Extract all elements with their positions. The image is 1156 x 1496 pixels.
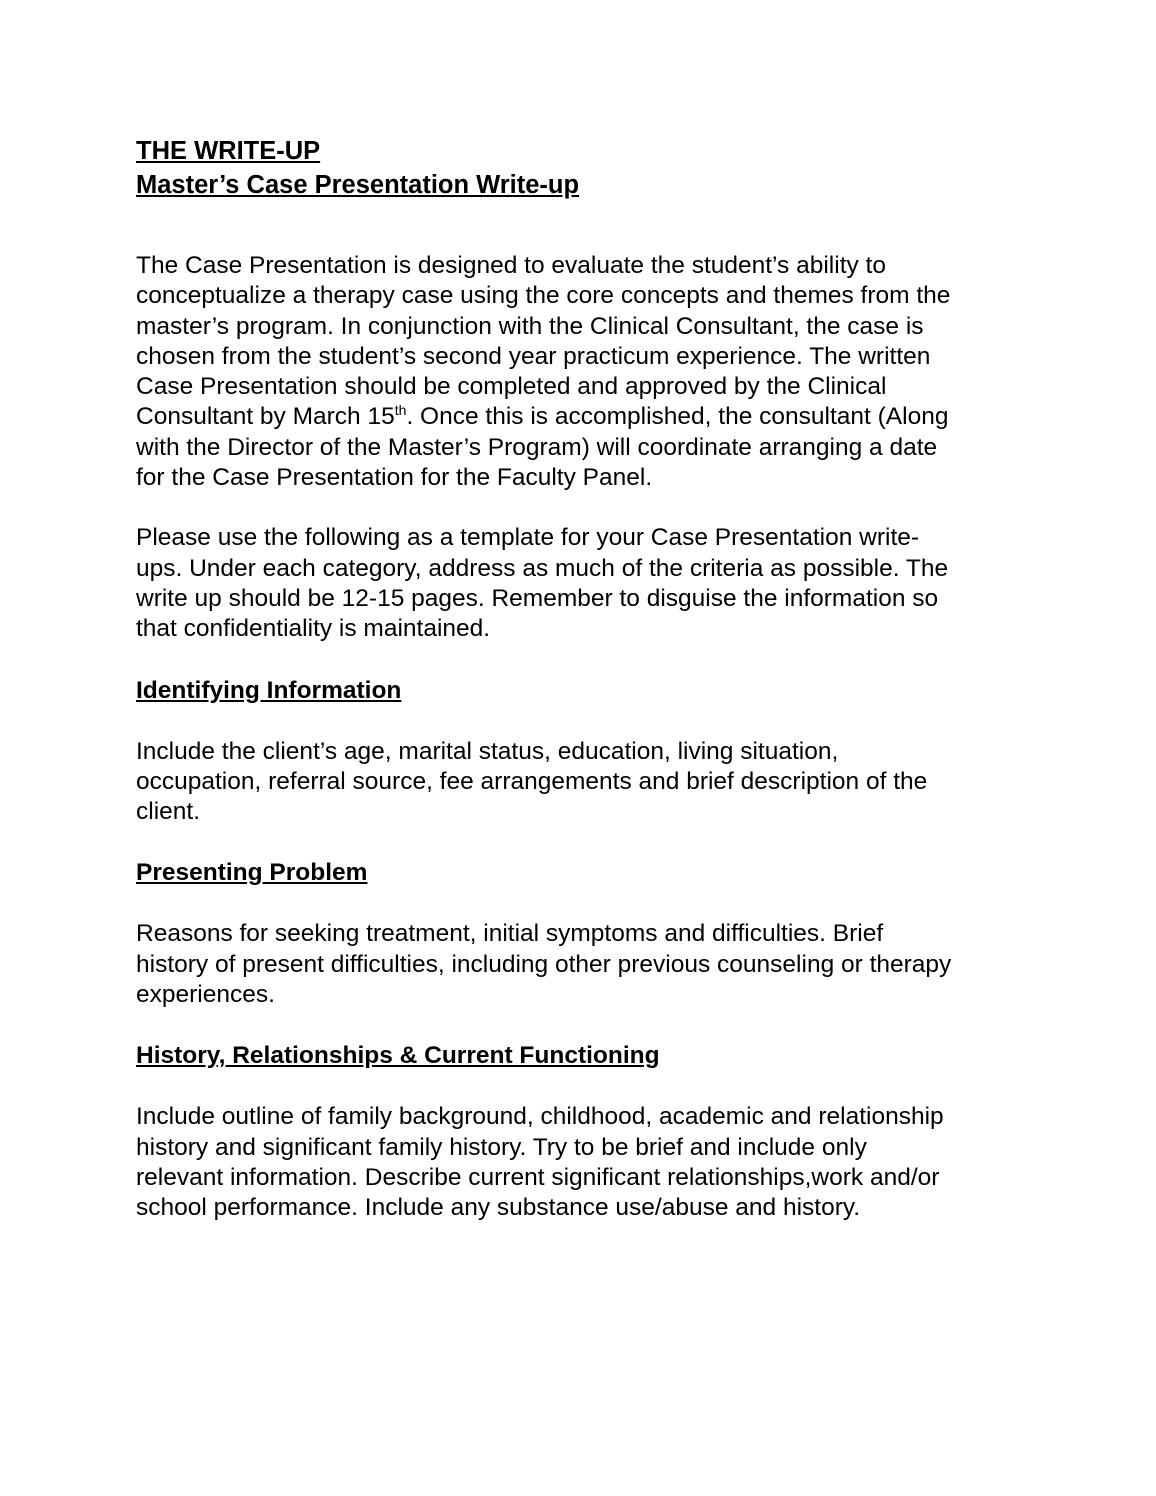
template-line: write up should be 12-15 pages. Remember to disguise the information so [136, 584, 939, 612]
intro-paragraph [136, 251, 1036, 493]
section-line: experiences. [136, 981, 275, 1009]
intro-line: master’s program. In conjunction with the Clinical Consultant, the case is [136, 312, 924, 340]
section-line: Include the client’s age, marital status, education, living situation, [136, 737, 839, 765]
template-line: that confidentiality is maintained. [136, 615, 491, 643]
section-line: relevant information. Describe current significant relationships,work and/or [136, 1163, 940, 1191]
intro-line: conceptualize a therapy case using the core concepts and themes from the [136, 282, 951, 310]
document-title: THE WRITE-UP [136, 137, 321, 165]
intro-line: Case Presentation should be completed and approved by the Clinical [136, 373, 887, 401]
template-line: ups. Under each category, address as much of the criteria as possible. The [136, 554, 949, 582]
section-line: school performance. Include any substance use/abuse and history. [136, 1194, 861, 1222]
intro-line: chosen from the student’s second year practicum experience. The written [136, 342, 931, 370]
section-line: history of present difficulties, including other previous counseling or therapy [136, 950, 952, 978]
section-line: history and significant family history. Try to be brief and include only [136, 1133, 867, 1161]
section-line: Include outline of family background, childhood, academic and relationship [136, 1103, 944, 1131]
intro-line: for the Case Presentation for the Faculty Panel. [136, 464, 653, 492]
ordinal-suffix: th [394, 402, 407, 419]
section-heading-history: History, Relationships & Current Functioning [136, 1042, 660, 1070]
section-heading-presenting-problem: Presenting Problem [136, 859, 368, 887]
section-body-history [136, 1102, 1036, 1223]
section-line: occupation, referral source, fee arrangements and brief description of the [136, 767, 928, 795]
template-paragraph [136, 523, 1036, 644]
section-body-identifying-information [136, 737, 1036, 828]
section-line: client. [136, 798, 201, 826]
deadline-text: Consultant by March 15 [136, 403, 395, 431]
intro-line: with the Director of the Master’s Program) will coordinate arranging a date [136, 433, 938, 461]
document-subtitle: Master’s Case Presentation Write-up [136, 171, 580, 199]
intro-line: The Case Presentation is designed to evaluate the student’s ability to [136, 252, 886, 279]
intro-line-deadline [136, 402, 1036, 432]
deadline-text-rest: . Once this is accomplished, the consultant (Along [406, 403, 949, 431]
template-line: Please use the following as a template for your Case Presentation write- [136, 524, 920, 552]
section-body-presenting-problem [136, 919, 1036, 1010]
section-line: Reasons for seeking treatment, initial symptoms and difficulties. Brief [136, 920, 884, 948]
document-page [136, 136, 1036, 1224]
section-heading-identifying-information: Identifying Information [136, 676, 402, 704]
